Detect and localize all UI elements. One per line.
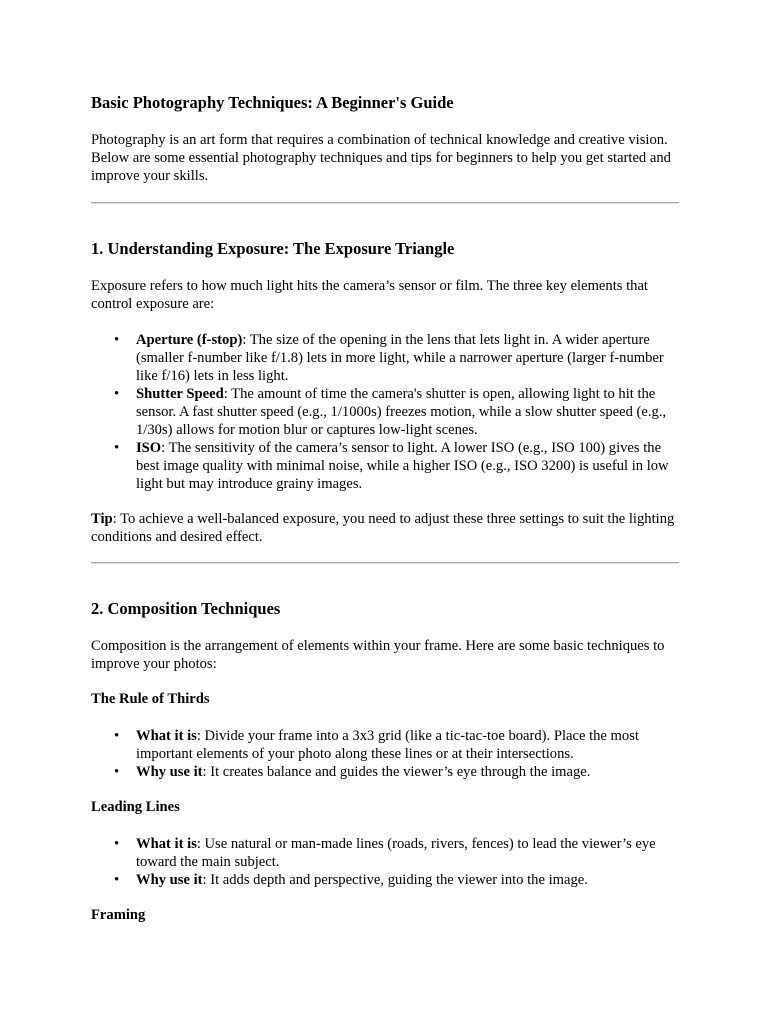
list-item-term: What it is bbox=[136, 728, 197, 744]
section-heading-composition: 2. Composition Techniques bbox=[91, 599, 281, 618]
bullet-icon: • bbox=[114, 836, 120, 852]
tip-paragraph bbox=[91, 510, 679, 546]
subheading-rule-of-thirds: The Rule of Thirds bbox=[91, 691, 210, 707]
tip-text: : To achieve a well-balanced exposure, you need to adjust these three settings to suit the lighting conditions and desired effect. bbox=[91, 511, 675, 545]
composition-intro-paragraph: Composition is the arrangement of elements within your frame. Here are some basic techniques to improve your photos: bbox=[91, 638, 665, 672]
section-divider bbox=[91, 562, 679, 564]
list-item bbox=[91, 763, 679, 781]
list-item-text: : The amount of time the camera's shutter is open, allowing light to hit the sensor. A fast shutter speed (e.g., 1/1000s) freezes motion, while a slow shutter speed (e.g., 1/30s) allows for motion blur or captures low-light scenes. bbox=[136, 386, 667, 438]
list-item-term: Aperture (f-stop) bbox=[136, 332, 243, 348]
list-item-term: Why use it bbox=[136, 764, 203, 780]
tip-label: Tip bbox=[91, 511, 113, 527]
bullet-icon: • bbox=[114, 764, 120, 780]
list-item-text: : Use natural or man-made lines (roads, rivers, fences) to lead the viewer’s eye toward the main subject. bbox=[136, 836, 656, 870]
list-item bbox=[91, 439, 679, 493]
bullet-icon: • bbox=[114, 386, 120, 402]
list-item-term: What it is bbox=[136, 836, 197, 852]
exposure-elements-list bbox=[91, 331, 679, 493]
subheading-framing: Framing bbox=[91, 907, 146, 923]
list-item-text: : The size of the opening in the lens that lets light in. A wider aperture (smaller f-number like f/1.8) lets in more light, while a narrower aperture (larger f-number like f/16) lets in less light. bbox=[136, 332, 664, 384]
section-divider bbox=[91, 202, 679, 204]
list-item bbox=[91, 871, 679, 889]
bullet-icon: • bbox=[114, 728, 120, 744]
bullet-icon: • bbox=[114, 872, 120, 888]
bullet-icon: • bbox=[114, 440, 120, 456]
list-item bbox=[91, 331, 679, 385]
exposure-intro-paragraph: Exposure refers to how much light hits the camera’s sensor or film. The three key elements that control exposure are: bbox=[91, 278, 648, 312]
list-item-text: : It adds depth and perspective, guiding the viewer into the image. bbox=[202, 872, 588, 888]
list-item bbox=[91, 385, 679, 439]
list-item-term: Why use it bbox=[136, 872, 203, 888]
rule-of-thirds-list bbox=[91, 727, 679, 781]
list-item-text: : Divide your frame into a 3x3 grid (like a tic-tac-toe board). Place the most important elements of your photo along these lines or at their intersections. bbox=[136, 728, 639, 762]
leading-lines-list bbox=[91, 835, 679, 889]
list-item-text: : It creates balance and guides the viewer’s eye through the image. bbox=[202, 764, 591, 780]
list-item bbox=[91, 835, 679, 871]
list-item-term: Shutter Speed bbox=[136, 386, 224, 402]
page-title: Basic Photography Techniques: A Beginner's Guide bbox=[91, 93, 454, 112]
list-item-term: ISO bbox=[136, 440, 162, 456]
list-item-text: : The sensitivity of the camera’s sensor to light. A lower ISO (e.g., ISO 100) gives the best image quality with minimal noise, while a higher ISO (e.g., ISO 3200) is useful in low light but may introduce grainy images. bbox=[136, 440, 669, 492]
list-item bbox=[91, 727, 679, 763]
intro-paragraph: Photography is an art form that requires a combination of technical knowledge and creative vision. Below are some essential photography techniques and tips for beginners to help you get started and improve your skills. bbox=[91, 132, 671, 184]
bullet-icon: • bbox=[114, 332, 120, 348]
subheading-leading-lines: Leading Lines bbox=[91, 799, 180, 815]
section-heading-exposure: 1. Understanding Exposure: The Exposure Triangle bbox=[91, 239, 455, 258]
